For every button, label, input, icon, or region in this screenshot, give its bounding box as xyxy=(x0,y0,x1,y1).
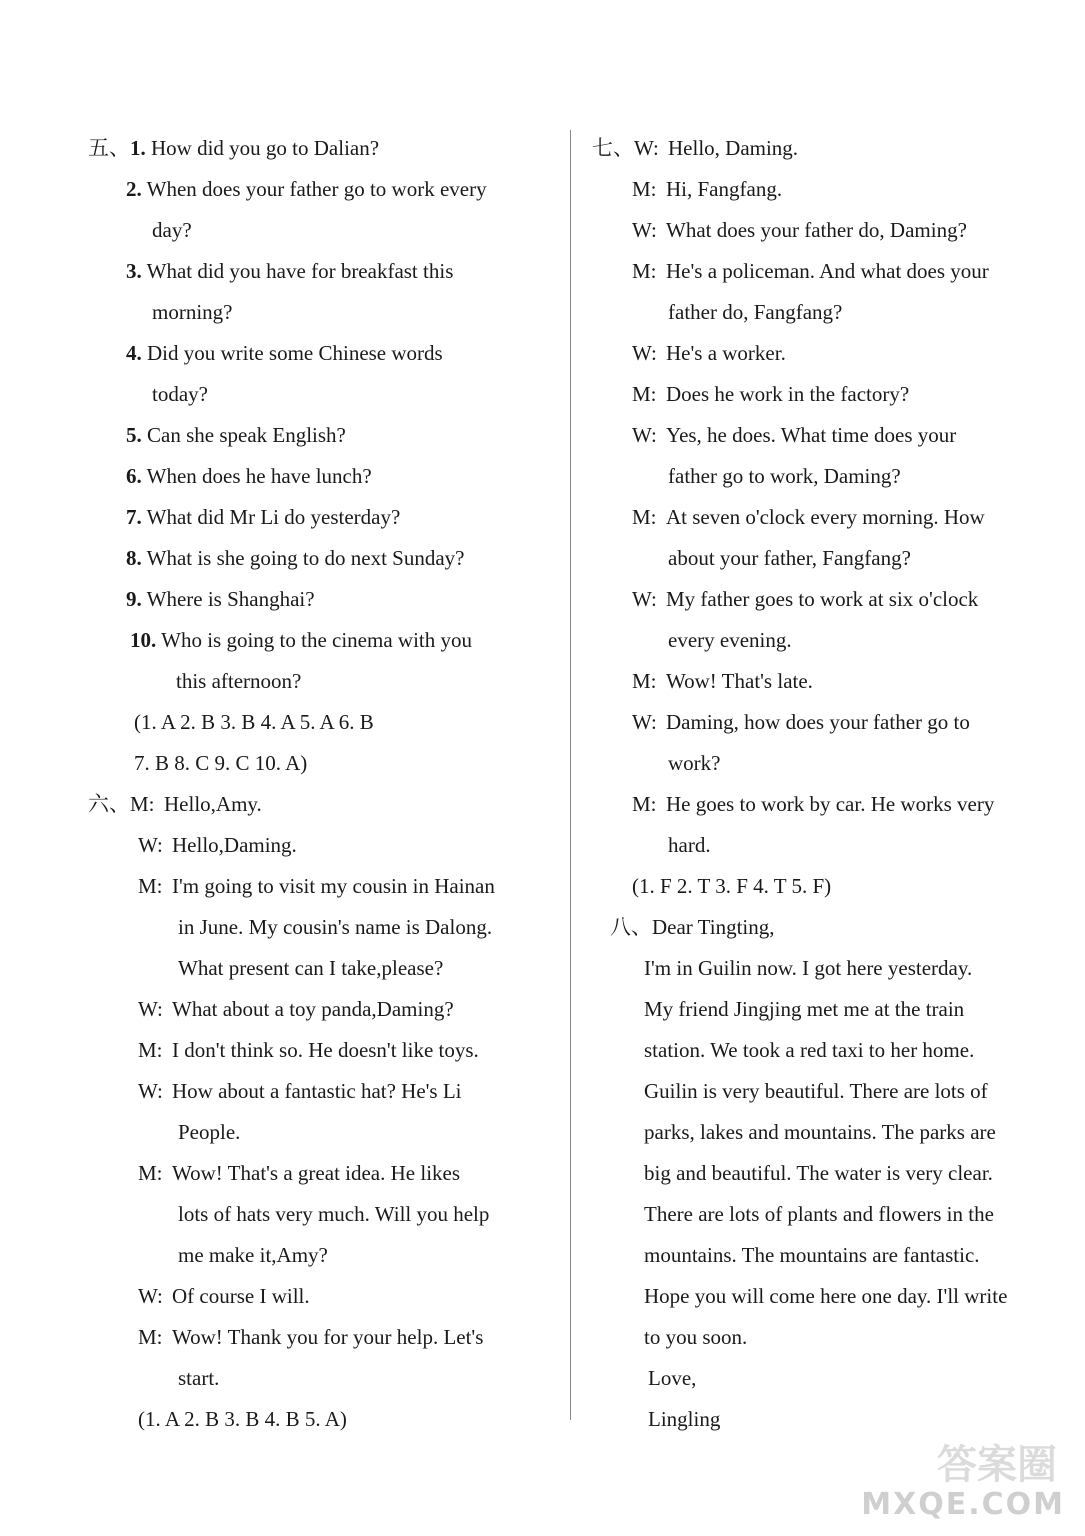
section-header: 八、 xyxy=(610,915,652,939)
dialogue-line xyxy=(88,1276,558,1317)
answer-key: (1. A 2. B 3. B 4. A 5. A 6. B xyxy=(134,710,374,734)
speaker-label: W: xyxy=(632,423,657,447)
question-number: 6. xyxy=(126,464,142,488)
speaker-label: W: xyxy=(632,710,657,734)
question-text: When does your father go to work every xyxy=(146,177,487,201)
dialogue-text: What present can I take,please? xyxy=(178,956,444,980)
dialogue-text: I don't think so. He doesn't like toys. xyxy=(172,1038,479,1062)
question-line xyxy=(88,538,558,579)
dialogue-text: Of course I will. xyxy=(172,1284,310,1308)
dialogue-text: every evening. xyxy=(668,628,792,652)
speaker-label: M: xyxy=(138,1161,163,1185)
dialogue-line xyxy=(88,1235,558,1276)
watermark-logo xyxy=(861,1442,1077,1530)
question-text: How did you go to Dalian? xyxy=(151,136,380,160)
question-text: When does he have lunch? xyxy=(146,464,372,488)
letter-greeting xyxy=(592,907,1070,948)
dialogue-line xyxy=(88,1194,558,1235)
question-text: Who is going to the cinema with you xyxy=(161,628,472,652)
dialogue-line xyxy=(592,128,1070,169)
letter-signature: Lingling xyxy=(648,1407,721,1431)
question-number: 3. xyxy=(126,259,142,283)
dialogue-line xyxy=(88,866,558,907)
section-5 xyxy=(88,128,558,784)
greeting-text: Dear Tingting, xyxy=(652,915,775,939)
speaker-label: M: xyxy=(138,874,163,898)
dialogue-line xyxy=(88,1317,558,1358)
dialogue-line xyxy=(88,825,558,866)
dialogue-text: What does your father do, Daming? xyxy=(666,218,967,242)
letter-body-line: Guilin is very beautiful. There are lots of xyxy=(644,1079,988,1103)
dialogue-line xyxy=(88,948,558,989)
dialogue-text: lots of hats very much. Will you help xyxy=(178,1202,490,1226)
section-6 xyxy=(88,784,558,1440)
dialogue-text: Hello, Daming. xyxy=(668,136,799,160)
dialogue-text: about your father, Fangfang? xyxy=(668,546,911,570)
dialogue-line xyxy=(592,538,1070,579)
answer-key: (1. F 2. T 3. F 4. T 5. F) xyxy=(632,874,832,898)
speaker-label: W: xyxy=(138,833,163,857)
question-line xyxy=(88,251,558,292)
question-text: Did you write some Chinese words xyxy=(147,341,443,365)
dialogue-text: in June. My cousin's name is Dalong. xyxy=(178,915,493,939)
dialogue-text: Does he work in the factory? xyxy=(666,382,910,406)
question-text: What did Mr Li do yesterday? xyxy=(146,505,401,529)
question-number: 10. xyxy=(130,628,157,652)
dialogue-line xyxy=(592,415,1070,456)
speaker-label: W: xyxy=(634,136,659,160)
question-text: this afternoon? xyxy=(176,669,302,693)
section-8 xyxy=(592,907,1070,1440)
question-text: Can she speak English? xyxy=(147,423,346,447)
dialogue-text: How about a fantastic hat? He's Li xyxy=(172,1079,462,1103)
question-number: 7. xyxy=(126,505,142,529)
dialogue-line xyxy=(592,169,1070,210)
question-text: Where is Shanghai? xyxy=(146,587,315,611)
letter-body-line: There are lots of plants and flowers in the xyxy=(644,1202,994,1226)
dialogue-line xyxy=(88,1153,558,1194)
dialogue-line xyxy=(88,1071,558,1112)
question-number: 5. xyxy=(126,423,142,447)
speaker-label: M: xyxy=(138,1038,163,1062)
speaker-label: M: xyxy=(632,259,657,283)
letter-body-line: to you soon. xyxy=(644,1325,748,1349)
question-line xyxy=(88,620,558,661)
question-line xyxy=(88,579,558,620)
speaker-label: W: xyxy=(138,997,163,1021)
speaker-label: M: xyxy=(632,669,657,693)
question-line xyxy=(88,374,558,415)
dialogue-text: Daming, how does your father go to xyxy=(666,710,970,734)
answer-key: 7. B 8. C 9. C 10. A) xyxy=(134,751,308,775)
dialogue-line xyxy=(592,251,1070,292)
letter-body-line: I'm in Guilin now. I got here yesterday. xyxy=(644,956,973,980)
dialogue-text: me make it,Amy? xyxy=(178,1243,328,1267)
letter-body-line: Hope you will come here one day. I'll write xyxy=(644,1284,1008,1308)
question-text: day? xyxy=(152,218,192,242)
column-divider xyxy=(570,130,571,1420)
dialogue-line xyxy=(592,743,1070,784)
letter-body-line: station. We took a red taxi to her home. xyxy=(644,1038,975,1062)
speaker-label: W: xyxy=(632,218,657,242)
speaker-label: M: xyxy=(632,792,657,816)
question-number: 2. xyxy=(126,177,142,201)
dialogue-text: He's a worker. xyxy=(666,341,786,365)
question-text: What is she going to do next Sunday? xyxy=(146,546,465,570)
dialogue-line xyxy=(592,579,1070,620)
dialogue-line xyxy=(592,333,1070,374)
dialogue-text: Wow! That's a great idea. He likes xyxy=(172,1161,461,1185)
speaker-label: W: xyxy=(138,1284,163,1308)
question-line xyxy=(88,415,558,456)
question-number: 4. xyxy=(126,341,142,365)
speaker-label: M: xyxy=(138,1325,163,1349)
dialogue-text: Wow! Thank you for your help. Let's xyxy=(172,1325,484,1349)
section-header: 五、 xyxy=(88,136,130,160)
answer-key: (1. A 2. B 3. B 4. B 5. A) xyxy=(138,1407,347,1431)
speaker-label: M: xyxy=(632,382,657,406)
question-number: 8. xyxy=(126,546,142,570)
section-header: 六、 xyxy=(88,792,130,816)
speaker-label: M: xyxy=(632,505,657,529)
dialogue-line xyxy=(592,620,1070,661)
speaker-label: W: xyxy=(632,341,657,365)
question-line xyxy=(88,169,558,210)
dialogue-text: Wow! That's late. xyxy=(666,669,813,693)
speaker-label: M: xyxy=(130,792,155,816)
right-column xyxy=(592,128,1070,1440)
speaker-label: W: xyxy=(138,1079,163,1103)
dialogue-text: hard. xyxy=(668,833,711,857)
dialogue-text: He's a policeman. And what does your xyxy=(666,259,989,283)
left-column xyxy=(88,128,558,1440)
question-text: What did you have for breakfast this xyxy=(146,259,454,283)
question-line xyxy=(88,128,558,169)
dialogue-text: At seven o'clock every morning. How xyxy=(666,505,985,529)
dialogue-text: Hello,Amy. xyxy=(164,792,262,816)
dialogue-line xyxy=(88,989,558,1030)
dialogue-line xyxy=(592,210,1070,251)
dialogue-text: Hi, Fangfang. xyxy=(666,177,783,201)
question-line xyxy=(88,292,558,333)
letter-body-line: My friend Jingjing met me at the train xyxy=(644,997,965,1021)
letter-body-line: mountains. The mountains are fantastic. xyxy=(644,1243,980,1267)
question-line xyxy=(88,497,558,538)
dialogue-text: start. xyxy=(178,1366,220,1390)
dialogue-text: father do, Fangfang? xyxy=(668,300,843,324)
section-7 xyxy=(592,128,1070,907)
dialogue-line xyxy=(88,784,558,825)
dialogue-line xyxy=(592,784,1070,825)
question-line xyxy=(88,456,558,497)
dialogue-text: work? xyxy=(668,751,721,775)
dialogue-text: What about a toy panda,Daming? xyxy=(172,997,454,1021)
dialogue-line xyxy=(592,374,1070,415)
dialogue-text: I'm going to visit my cousin in Hainan xyxy=(172,874,495,898)
dialogue-line xyxy=(592,456,1070,497)
watermark-cn: 答案圈 xyxy=(937,1442,1057,1488)
letter-body-line: parks, lakes and mountains. The parks are xyxy=(644,1120,996,1144)
dialogue-text: father go to work, Daming? xyxy=(668,464,901,488)
letter-closing: Love, xyxy=(648,1366,697,1390)
dialogue-text: Yes, he does. What time does your xyxy=(666,423,957,447)
dialogue-line xyxy=(592,292,1070,333)
question-text: today? xyxy=(152,382,208,406)
dialogue-text: He goes to work by car. He works very xyxy=(666,792,995,816)
watermark-en: MXQE.COM xyxy=(861,1487,1065,1522)
dialogue-line xyxy=(88,1358,558,1399)
question-number: 9. xyxy=(126,587,142,611)
dialogue-text: My father goes to work at six o'clock xyxy=(666,587,979,611)
dialogue-line xyxy=(592,661,1070,702)
speaker-label: W: xyxy=(632,587,657,611)
dialogue-text: People. xyxy=(178,1120,241,1144)
dialogue-line xyxy=(88,1112,558,1153)
dialogue-line xyxy=(592,825,1070,866)
question-text: morning? xyxy=(152,300,233,324)
dialogue-line xyxy=(592,497,1070,538)
dialogue-line xyxy=(592,702,1070,743)
letter-body-line: big and beautiful. The water is very clear. xyxy=(644,1161,993,1185)
dialogue-text: Hello,Daming. xyxy=(172,833,297,857)
question-line xyxy=(88,333,558,374)
speaker-label: M: xyxy=(632,177,657,201)
dialogue-line xyxy=(88,907,558,948)
section-header: 七、 xyxy=(592,136,634,160)
question-number: 1. xyxy=(130,136,146,160)
dialogue-line xyxy=(88,1030,558,1071)
question-line xyxy=(88,210,558,251)
question-line xyxy=(88,661,558,702)
